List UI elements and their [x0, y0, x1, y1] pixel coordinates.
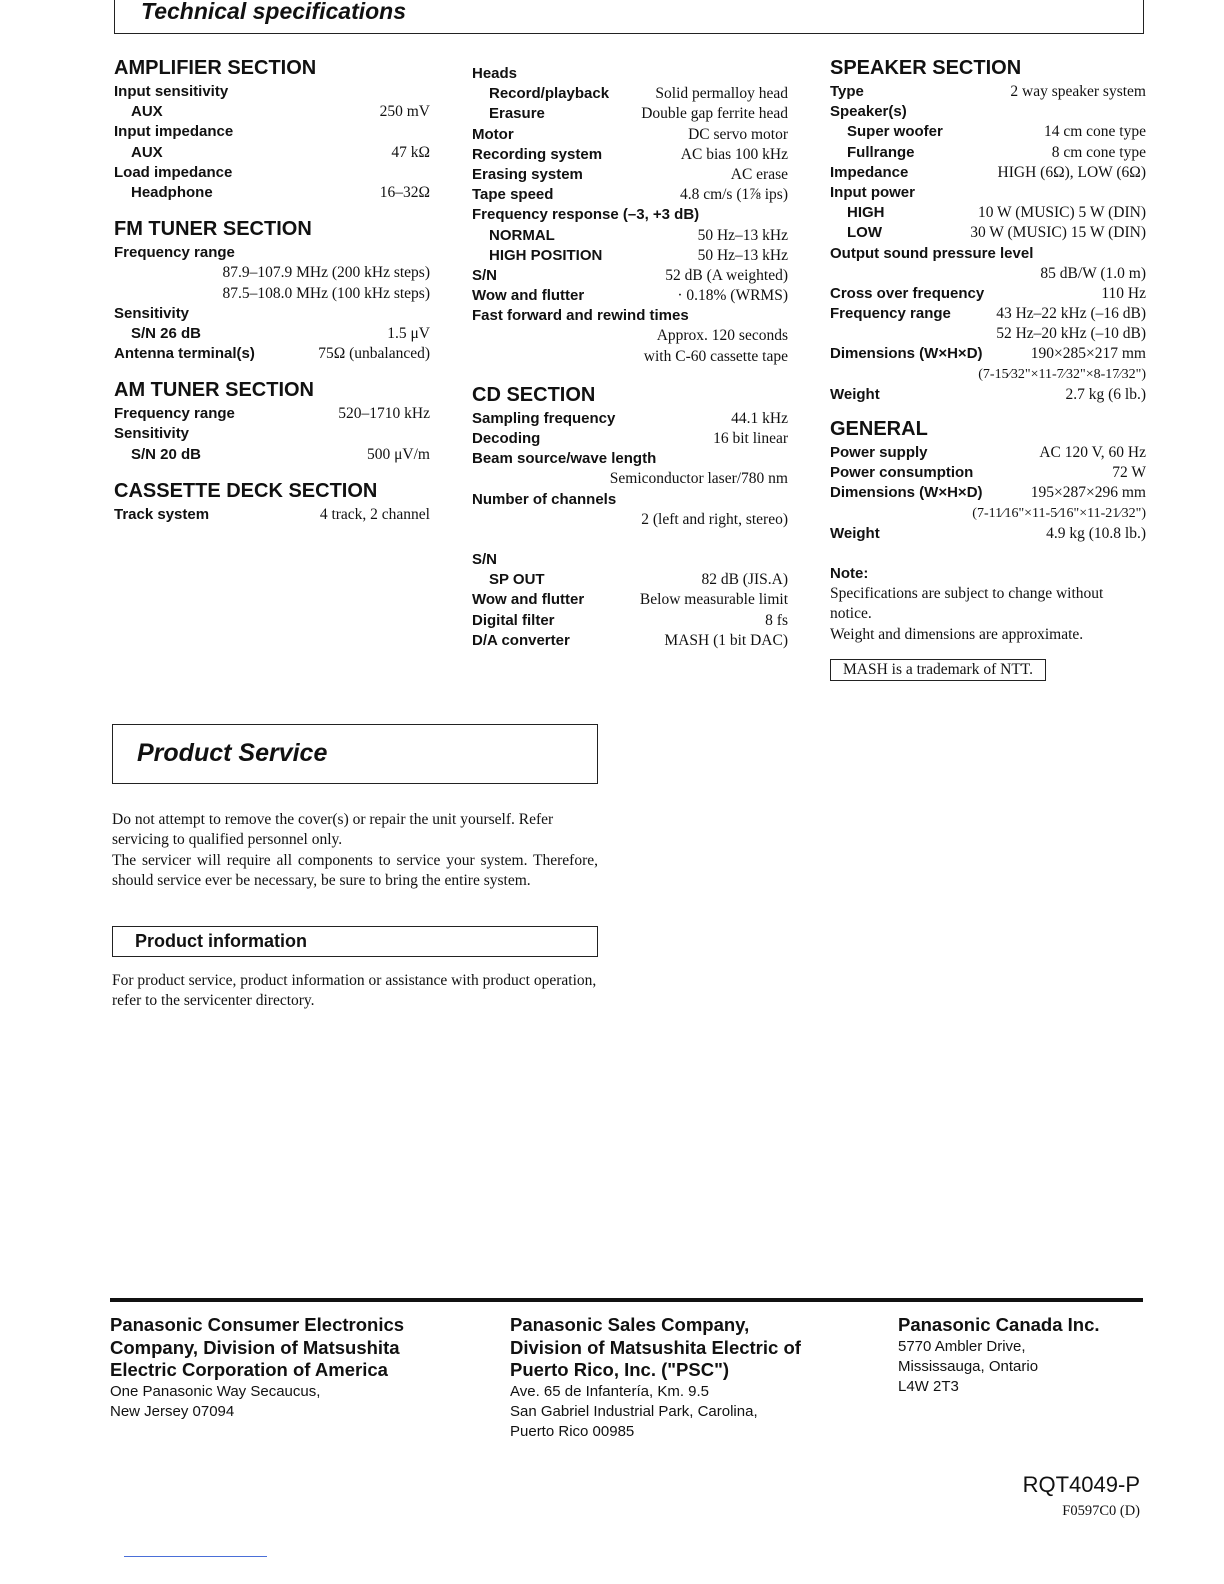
spec-row — [472, 185, 788, 205]
spec-value: 75Ω (unbalanced) — [318, 345, 430, 363]
spec-row — [114, 183, 430, 203]
product-information-box — [112, 926, 598, 957]
scan-line — [124, 1556, 267, 1557]
spec-row — [114, 445, 430, 465]
spec-label: Fullrange — [847, 143, 915, 161]
spec-row — [472, 104, 788, 124]
spec-label: Power consumption — [830, 464, 974, 482]
fm-tuner-heading: FM TUNER SECTION — [114, 218, 312, 241]
company-name: Panasonic Sales Company, — [510, 1314, 750, 1335]
address-line: L4W 2T3 — [898, 1378, 959, 1396]
spec-label: Input impedance — [114, 123, 234, 141]
spec-value: Semiconductor laser/780 nm — [609, 470, 788, 488]
address-line: Mississauga, Ontario — [898, 1357, 1039, 1375]
spec-label: Motor — [472, 125, 514, 143]
spec-value: 72 W — [1112, 464, 1146, 482]
spec-row — [114, 143, 430, 163]
spec-value: 43 Hz–22 kHz (–16 dB) — [996, 305, 1146, 323]
spec-label: Type — [830, 83, 864, 100]
spec-value: 10 W (MUSIC) 5 W (DIN) — [977, 204, 1146, 222]
spec-row — [472, 246, 788, 266]
spec-row — [472, 205, 788, 225]
spec-label: S/N 26 dB — [131, 324, 202, 342]
spec-value-line — [830, 264, 1146, 284]
am-tuner-heading: AM TUNER SECTION — [114, 379, 314, 402]
spec-row — [830, 463, 1146, 483]
spec-row — [472, 145, 788, 165]
spec-value-line — [114, 263, 430, 283]
spec-label: S/N — [472, 266, 498, 284]
spec-label: HIGH — [847, 204, 885, 222]
spec-value: with C-60 cassette tape — [643, 347, 788, 365]
address-line: New Jersey 07094 — [110, 1403, 235, 1421]
spec-value: 8 fs — [765, 611, 788, 629]
spec-row — [830, 122, 1146, 142]
spec-label: Erasing system — [472, 165, 583, 183]
spec-label: Super woofer — [847, 123, 943, 141]
spec-label: Heads — [472, 65, 518, 82]
spec-row — [114, 122, 430, 142]
spec-row — [472, 429, 788, 449]
spec-row — [472, 449, 788, 469]
spec-row — [114, 324, 430, 344]
spec-label: Frequency range — [830, 305, 951, 323]
spec-value-line — [830, 504, 1146, 524]
spec-value: HIGH (6Ω), LOW (6Ω) — [997, 163, 1146, 181]
spec-row — [830, 304, 1146, 324]
note-text: Weight and dimensions are approximate. — [830, 625, 1084, 643]
spec-row — [830, 344, 1146, 364]
spec-value: 87.9–107.9 MHz (200 kHz steps) — [222, 264, 430, 282]
spec-row — [472, 64, 788, 84]
product-service-title: Product Service — [137, 739, 328, 767]
spec-value: 47 kΩ — [391, 143, 430, 161]
spec-label: HIGH POSITION — [489, 246, 603, 264]
spec-row — [830, 82, 1146, 102]
info-text: For product service, product information or assistance with product operation, refer to the servicenter directory. — [112, 972, 597, 1010]
spec-row — [830, 483, 1146, 503]
speaker-heading: SPEAKER SECTION — [830, 57, 1022, 79]
spec-value: 2 (left and right, stereo) — [641, 510, 788, 528]
spec-value: 44.1 kHz — [731, 409, 788, 427]
spec-value: 2.7 kg (6 lb.) — [1065, 385, 1146, 403]
spec-label: Sensitivity — [114, 304, 190, 322]
spec-value: 85 dB/W (1.0 m) — [1040, 264, 1146, 282]
spec-label: Wow and flutter — [472, 591, 585, 609]
address-line: Puerto Rico 00985 — [510, 1423, 635, 1441]
spec-row — [114, 404, 430, 424]
company-name: Company, Division of Matsushita — [110, 1336, 400, 1358]
spec-value: 8 cm cone type — [1051, 143, 1146, 161]
spec-value: 250 mV — [379, 103, 430, 121]
amplifier-list — [114, 82, 430, 203]
spec-row — [472, 631, 788, 651]
spec-value: · 0.18% (WRMS) — [677, 287, 788, 305]
trademark-box: MASH is a trademark of NTT. — [830, 659, 1046, 681]
spec-label: Impedance — [830, 163, 909, 181]
title-bar — [114, 0, 1144, 34]
general-heading: GENERAL — [830, 418, 928, 440]
info-paragraph — [112, 971, 598, 1012]
spec-label: Tape speed — [472, 186, 554, 204]
spec-label: Dimensions (W×H×D) — [830, 484, 983, 502]
note-text: Specifications are subject to change without notice. — [830, 584, 1104, 623]
spec-value-line — [114, 284, 430, 304]
spec-label: Number of channels — [472, 490, 617, 508]
spec-label: Digital filter — [472, 611, 555, 629]
address-block — [110, 1314, 490, 1422]
spec-label: LOW — [847, 224, 882, 242]
service-text: Do not attempt to remove the cover(s) or repair the unit yourself. Refer servicing to qualified personnel only. — [112, 811, 554, 849]
spec-row — [830, 443, 1146, 463]
spec-row — [472, 590, 788, 610]
spec-label: S/N 20 dB — [131, 445, 202, 463]
spec-label: Power supply — [830, 444, 928, 461]
spec-value-line — [830, 365, 1146, 385]
spec-value: 500 μV/m — [367, 445, 430, 463]
amplifier-heading: AMPLIFIER SECTION — [114, 57, 317, 79]
spec-row — [472, 84, 788, 104]
spec-row — [472, 570, 788, 590]
spec-row — [114, 243, 430, 263]
spec-row — [830, 524, 1146, 544]
column-right — [830, 56, 1146, 681]
spec-value-line — [472, 469, 788, 489]
spec-value: AC 120 V, 60 Hz — [1039, 444, 1146, 461]
company-name: Panasonic Consumer Electronics — [110, 1314, 405, 1335]
spec-label: Frequency range — [114, 405, 235, 423]
print-code: F0597C0 (D) — [1062, 1503, 1140, 1519]
spec-row — [830, 183, 1146, 203]
spec-value: 30 W (MUSIC) 15 W (DIN) — [970, 224, 1146, 242]
spec-value: 4.9 kg (10.8 lb.) — [1046, 524, 1146, 542]
spec-value: 50 Hz–13 kHz — [697, 226, 788, 244]
column-middle — [472, 64, 788, 651]
spec-label: Fast forward and rewind times — [472, 307, 689, 325]
company-name: Puerto Rico, Inc. ("PSC") — [510, 1359, 730, 1381]
spec-row — [472, 306, 788, 326]
spec-value: Double gap ferrite head — [641, 105, 788, 123]
spec-label: Headphone — [131, 183, 213, 201]
spec-label: Weight — [830, 385, 880, 403]
spec-label: Frequency response (–3, +3 dB) — [472, 206, 700, 224]
spec-label: NORMAL — [489, 226, 555, 244]
service-text: The servicer will require all components to service your system. Therefore, should service ever be necessary, be sure to bring the entire system. — [112, 851, 598, 889]
spec-label: AUX — [131, 103, 163, 121]
spec-label: D/A converter — [472, 631, 570, 649]
spec-label: Beam source/wave length — [472, 450, 657, 468]
address-line: San Gabriel Industrial Park, Carolina, — [510, 1403, 758, 1421]
spec-value: 52 dB (A weighted) — [665, 266, 788, 284]
spec-row — [472, 550, 788, 570]
spec-row — [830, 143, 1146, 163]
spec-value: 14 cm cone type — [1043, 123, 1146, 141]
spec-value: 1.5 μV — [387, 324, 430, 342]
model-number: RQT4049-P — [1022, 1472, 1140, 1497]
note-label: Note: — [830, 564, 869, 582]
spec-value: Approx. 120 seconds — [656, 327, 788, 345]
spec-value: 110 Hz — [1101, 284, 1146, 302]
spec-row — [114, 163, 430, 183]
spec-label: Load impedance — [114, 163, 233, 181]
spec-row — [472, 490, 788, 510]
cassette-heading: CASSETTE DECK SECTION — [114, 479, 378, 502]
spec-row — [472, 125, 788, 145]
spec-row — [830, 163, 1146, 183]
spec-label: Track system — [114, 505, 210, 523]
spec-label: SP OUT — [489, 571, 545, 589]
spec-value: 87.5–108.0 MHz (100 kHz steps) — [222, 284, 430, 302]
service-paragraph — [112, 810, 598, 891]
spec-value: 4 track, 2 channel — [319, 505, 430, 523]
spec-value: 195×287×296 mm — [1030, 484, 1146, 502]
spec-row — [830, 385, 1146, 405]
spec-row — [472, 266, 788, 286]
address-block — [510, 1314, 880, 1443]
spec-label: Sampling frequency — [472, 409, 616, 427]
spec-row — [830, 102, 1146, 122]
spec-row — [830, 284, 1146, 304]
spec-label: Sensitivity — [114, 425, 190, 443]
spec-row — [114, 344, 430, 364]
spec-label: S/N — [472, 550, 498, 568]
spec-row — [114, 82, 430, 102]
spec-value-line — [472, 510, 788, 530]
product-service-box — [112, 724, 598, 784]
company-name: Division of Matsushita Electric of — [510, 1336, 801, 1358]
spec-row — [472, 286, 788, 306]
spec-label: Antenna terminal(s) — [114, 345, 255, 363]
spec-value: 4.8 cm/s (1⅞ ips) — [679, 186, 788, 204]
spec-row — [114, 424, 430, 444]
spec-row — [472, 611, 788, 631]
spec-label: Erasure — [489, 105, 545, 123]
spec-value: 2 way speaker system — [1010, 83, 1146, 100]
column-left — [114, 56, 430, 525]
spec-row — [114, 304, 430, 324]
spec-value: 82 dB (JIS.A) — [701, 571, 788, 589]
spec-label: Cross over frequency — [830, 284, 985, 302]
spec-row — [472, 226, 788, 246]
address-line: Ave. 65 de Infantería, Km. 9.5 — [510, 1382, 710, 1400]
address-line: 5770 Ambler Drive, — [898, 1337, 1026, 1355]
spec-row — [472, 409, 788, 429]
spec-row — [830, 223, 1146, 243]
spec-value: Below measurable limit — [639, 591, 788, 609]
spec-value-line — [472, 347, 788, 367]
spec-value: 520–1710 kHz — [338, 405, 430, 423]
spec-value: 16 bit linear — [713, 430, 788, 447]
address-line: One Panasonic Way Secaucus, — [110, 1382, 321, 1400]
spec-value: Solid permalloy head — [655, 85, 788, 103]
page-title: Technical specifications — [141, 0, 407, 24]
spec-label: Input power — [830, 183, 915, 201]
spec-label: Input sensitivity — [114, 83, 229, 100]
address-block — [898, 1314, 1138, 1397]
spec-label: Output sound pressure level — [830, 244, 1034, 262]
spec-label: Record/playback — [489, 85, 610, 103]
spec-row — [830, 244, 1146, 264]
spec-label: Frequency range — [114, 244, 235, 262]
spec-value: 50 Hz–13 kHz — [697, 246, 788, 264]
spec-row — [114, 102, 430, 122]
spec-value: DC servo motor — [688, 125, 788, 143]
spec-value: MASH (1 bit DAC) — [664, 631, 788, 649]
spec-value: 16–32Ω — [379, 183, 430, 201]
cd-heading: CD SECTION — [472, 383, 596, 406]
spec-value: AC bias 100 kHz — [680, 145, 788, 163]
product-information-title: Product information — [135, 931, 307, 951]
spec-row — [830, 203, 1146, 223]
spec-value: 52 Hz–20 kHz (–10 dB) — [996, 325, 1146, 343]
spec-value-line — [830, 324, 1146, 344]
company-name: Electric Corporation of America — [110, 1359, 388, 1381]
spec-value: (7-15⁄32"×11-7⁄32"×8-17⁄32") — [978, 366, 1146, 382]
spec-row — [114, 505, 430, 525]
spec-label: Weight — [830, 524, 880, 542]
spec-label: Decoding — [472, 430, 541, 447]
spec-value: AC erase — [730, 165, 788, 183]
spec-label: AUX — [131, 143, 163, 161]
spec-row — [472, 165, 788, 185]
spec-value: (7-11⁄16"×11-5⁄16"×11-21⁄32") — [972, 505, 1146, 521]
company-name: Panasonic Canada Inc. — [898, 1314, 1100, 1335]
spec-label: Recording system — [472, 145, 603, 163]
footer-rule — [110, 1298, 1143, 1302]
spec-label: Speaker(s) — [830, 103, 907, 121]
spec-label: Wow and flutter — [472, 287, 585, 305]
spec-value-line — [472, 326, 788, 346]
spec-label: Dimensions (W×H×D) — [830, 345, 983, 363]
spec-value: 190×285×217 mm — [1030, 345, 1146, 363]
